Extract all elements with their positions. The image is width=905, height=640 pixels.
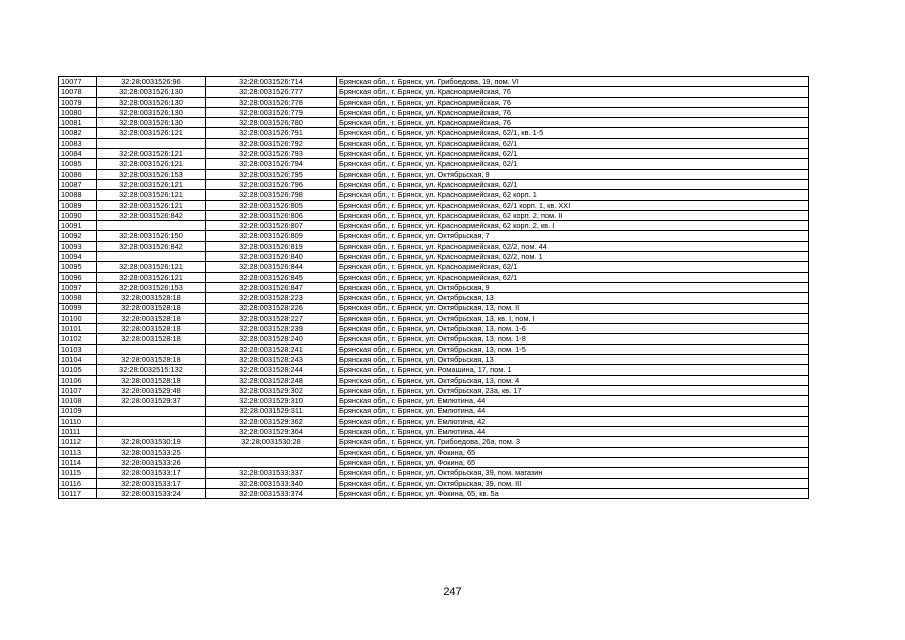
parcel-number-cell: 32:28:0031528:18 <box>97 313 206 323</box>
row-number-cell: 10107 <box>59 385 97 395</box>
table-row <box>59 231 809 241</box>
parcel-number-cell: 32:28:0031528:18 <box>97 355 206 365</box>
address-cell: Брянская обл., г. Брянск, ул. Грибоедова, 19, пом. VI <box>337 77 809 87</box>
address-cell: Брянская обл., г. Брянск, ул. Красноармейская, 62/1 <box>337 159 809 169</box>
table-row <box>59 200 809 210</box>
row-number-cell: 10102 <box>59 334 97 344</box>
object-number-cell: 32:28:0031526:795 <box>206 169 337 179</box>
object-number-cell: 32:28:0031528:248 <box>206 375 337 385</box>
address-cell: Брянская обл., г. Брянск, ул. Фокина, 65 <box>337 457 809 467</box>
address-cell: Брянская обл., г. Брянск, ул. Фокина, 65, кв. 5а <box>337 488 809 498</box>
row-number-cell: 10111 <box>59 427 97 437</box>
object-number-cell: 32:28:0031526:798 <box>206 190 337 200</box>
row-number-cell: 10105 <box>59 365 97 375</box>
table-row <box>59 303 809 313</box>
row-number-cell: 10084 <box>59 149 97 159</box>
object-number-cell: 32:28:0031526:796 <box>206 179 337 189</box>
address-cell: Брянская обл., г. Брянск, ул. Красноармейская, 62/1 <box>337 262 809 272</box>
table-row <box>59 241 809 251</box>
address-cell: Брянская обл., г. Брянск, ул. Октябрьская, 9 <box>337 169 809 179</box>
parcel-number-cell <box>97 252 206 262</box>
parcel-number-cell: 32:28:0031528:18 <box>97 324 206 334</box>
table-row <box>59 313 809 323</box>
row-number-cell: 10114 <box>59 457 97 467</box>
parcel-number-cell: 32:28:0031526:121 <box>97 200 206 210</box>
parcel-number-cell: 32:28:0031528:18 <box>97 334 206 344</box>
table-row <box>59 149 809 159</box>
parcel-number-cell: 32:28:0031526:121 <box>97 179 206 189</box>
parcel-number-cell: 32:28:0031526:96 <box>97 77 206 87</box>
row-number-cell: 10093 <box>59 241 97 251</box>
object-number-cell: 32:28:0031528:241 <box>206 344 337 354</box>
row-number-cell: 10098 <box>59 293 97 303</box>
parcel-number-cell: 32:28:0031526:121 <box>97 149 206 159</box>
table-row <box>59 488 809 498</box>
address-cell: Брянская обл., г. Брянск, ул. Емлютина, 44 <box>337 427 809 437</box>
object-number-cell: 32:28:0031526:778 <box>206 97 337 107</box>
address-cell: Брянская обл., г. Брянск, ул. Емлютина, 44 <box>337 396 809 406</box>
address-cell: Брянская обл., г. Брянск, ул. Красноармейская, 62/2, пом. 44 <box>337 241 809 251</box>
object-number-cell: 32:28:0031526:844 <box>206 262 337 272</box>
object-number-cell: 32:28:0031526:779 <box>206 107 337 117</box>
row-number-cell: 10081 <box>59 118 97 128</box>
table-row <box>59 406 809 416</box>
row-number-cell: 10090 <box>59 210 97 220</box>
table-row <box>59 97 809 107</box>
object-number-cell: 32:28:0031529:364 <box>206 427 337 437</box>
table-row <box>59 252 809 262</box>
table-row <box>59 416 809 426</box>
address-cell: Брянская обл., г. Брянск, ул. Красноармейская, 76 <box>337 107 809 117</box>
table-row <box>59 324 809 334</box>
address-cell: Брянская обл., г. Брянск, ул. Ромашина, 17, пом. 1 <box>337 365 809 375</box>
row-number-cell: 10110 <box>59 416 97 426</box>
row-number-cell: 10079 <box>59 97 97 107</box>
table-row <box>59 334 809 344</box>
table-row <box>59 221 809 231</box>
row-number-cell: 10103 <box>59 344 97 354</box>
parcel-number-cell: 32:28:0031528:18 <box>97 375 206 385</box>
table-row <box>59 468 809 478</box>
object-number-cell: 32:28:0031526:780 <box>206 118 337 128</box>
row-number-cell: 10100 <box>59 313 97 323</box>
address-cell: Брянская обл., г. Брянск, ул. Красноармейская, 62/1, кв. 1-5 <box>337 128 809 138</box>
object-number-cell: 32:28:0031530:28 <box>206 437 337 447</box>
row-number-cell: 10088 <box>59 190 97 200</box>
object-number-cell: 32:28:0031528:240 <box>206 334 337 344</box>
object-number-cell: 32:28:0031526:714 <box>206 77 337 87</box>
row-number-cell: 10080 <box>59 107 97 117</box>
row-number-cell: 10091 <box>59 221 97 231</box>
parcel-number-cell: 32:28:0031533:17 <box>97 468 206 478</box>
row-number-cell: 10094 <box>59 252 97 262</box>
parcel-number-cell: 32:28:0031533:25 <box>97 447 206 457</box>
object-number-cell: 32:28:0031528:243 <box>206 355 337 365</box>
row-number-cell: 10082 <box>59 128 97 138</box>
address-cell: Брянская обл., г. Брянск, ул. Октябрьская, 13, пом. 1-6 <box>337 324 809 334</box>
object-number-cell: 32:28:0031533:340 <box>206 478 337 488</box>
object-number-cell: 32:28:0031526:809 <box>206 231 337 241</box>
parcel-number-cell: 32:28:0031526:153 <box>97 282 206 292</box>
object-number-cell: 32:28:0031526:791 <box>206 128 337 138</box>
table-row <box>59 138 809 148</box>
row-number-cell: 10109 <box>59 406 97 416</box>
address-cell: Брянская обл., г. Брянск, ул. Красноармейская, 76 <box>337 97 809 107</box>
row-number-cell: 10087 <box>59 179 97 189</box>
row-number-cell: 10108 <box>59 396 97 406</box>
address-cell: Брянская обл., г. Брянск, ул. Октябрьская, 13 <box>337 293 809 303</box>
parcel-number-cell: 32:28:0031526:121 <box>97 272 206 282</box>
object-number-cell: 32:28:0031529:302 <box>206 385 337 395</box>
address-cell: Брянская обл., г. Брянск, ул. Октябрьская, 13, пом. II <box>337 303 809 313</box>
row-number-cell: 10089 <box>59 200 97 210</box>
address-cell: Брянская обл., г. Брянск, ул. Красноармейская, 62/2, пом. 1 <box>337 252 809 262</box>
parcel-number-cell: 32:28:0031526:121 <box>97 128 206 138</box>
object-number-cell: 32:28:0031526:840 <box>206 252 337 262</box>
row-number-cell: 10078 <box>59 87 97 97</box>
object-number-cell: 32:28:0031529:311 <box>206 406 337 416</box>
address-cell: Брянская обл., г. Брянск, ул. Красноармейская, 62/1 <box>337 138 809 148</box>
table-row <box>59 107 809 117</box>
object-number-cell: 32:28:0031526:794 <box>206 159 337 169</box>
row-number-cell: 10113 <box>59 447 97 457</box>
address-cell: Брянская обл., г. Брянск, ул. Октябрьская, 13, пом. 1-8 <box>337 334 809 344</box>
row-number-cell: 10115 <box>59 468 97 478</box>
parcel-number-cell: 32:28:0031526:842 <box>97 241 206 251</box>
object-number-cell: 32:28:0031526:845 <box>206 272 337 282</box>
address-cell: Брянская обл., г. Брянск, ул. Октябрьская, 23а, кв. 17 <box>337 385 809 395</box>
object-number-cell: 32:28:0031533:337 <box>206 468 337 478</box>
address-cell: Брянская обл., г. Брянск, ул. Красноармейская, 62 корп. 2, пом. II <box>337 210 809 220</box>
parcel-number-cell: 32:28:0031526:130 <box>97 97 206 107</box>
page-number: 247 <box>443 586 462 598</box>
row-number-cell: 10101 <box>59 324 97 334</box>
address-cell: Брянская обл., г. Брянск, ул. Октябрьская, 13, кв. I, пом. I <box>337 313 809 323</box>
object-number-cell: 32:28:0031528:239 <box>206 324 337 334</box>
row-number-cell: 10116 <box>59 478 97 488</box>
row-number-cell: 10077 <box>59 77 97 87</box>
table-row <box>59 282 809 292</box>
parcel-number-cell: 32:28:0031528:18 <box>97 303 206 313</box>
row-number-cell: 10106 <box>59 375 97 385</box>
address-cell: Брянская обл., г. Брянск, ул. Красноармейская, 62/1 <box>337 149 809 159</box>
table-row <box>59 87 809 97</box>
address-cell: Брянская обл., г. Брянск, ул. Емлютина, 42 <box>337 416 809 426</box>
parcel-number-cell <box>97 416 206 426</box>
object-number-cell: 32:28:0031526:777 <box>206 87 337 97</box>
parcel-number-cell: 32:28:0031526:121 <box>97 159 206 169</box>
address-cell: Брянская обл., г. Брянск, ул. Октябрьская, 13 <box>337 355 809 365</box>
parcel-number-cell: 32:28:0031529:37 <box>97 396 206 406</box>
table-row <box>59 385 809 395</box>
row-number-cell: 10086 <box>59 169 97 179</box>
registry-table-body <box>59 77 809 499</box>
parcel-number-cell <box>97 427 206 437</box>
table-row <box>59 190 809 200</box>
parcel-number-cell <box>97 406 206 416</box>
object-number-cell <box>206 447 337 457</box>
object-number-cell: 32:28:0031526:819 <box>206 241 337 251</box>
table-row <box>59 293 809 303</box>
parcel-number-cell <box>97 221 206 231</box>
parcel-number-cell: 32:28:0031526:130 <box>97 87 206 97</box>
row-number-cell: 10092 <box>59 231 97 241</box>
address-cell: Брянская обл., г. Брянск, ул. Октябрьская, 13, пом. 1-5 <box>337 344 809 354</box>
row-number-cell: 10097 <box>59 282 97 292</box>
table-row <box>59 427 809 437</box>
row-number-cell: 10104 <box>59 355 97 365</box>
address-cell: Брянская обл., г. Брянск, ул. Красноармейская, 62/1 <box>337 179 809 189</box>
row-number-cell: 10085 <box>59 159 97 169</box>
object-number-cell: 32:28:0031526:806 <box>206 210 337 220</box>
parcel-number-cell: 32:28:0031529:48 <box>97 385 206 395</box>
table-row <box>59 159 809 169</box>
address-cell: Брянская обл., г. Брянск, ул. Красноармейская, 76 <box>337 118 809 128</box>
object-number-cell: 32:28:0031533:374 <box>206 488 337 498</box>
parcel-number-cell: 32:28:0031526:130 <box>97 118 206 128</box>
address-cell: Брянская обл., г. Брянск, ул. Октябрьская, 9 <box>337 282 809 292</box>
parcel-number-cell: 32:28:0031533:26 <box>97 457 206 467</box>
address-cell: Брянская обл., г. Брянск, ул. Октябрьская, 39, пом. магазин <box>337 468 809 478</box>
address-cell: Брянская обл., г. Брянск, ул. Октябрьская, 39, пом. III <box>337 478 809 488</box>
parcel-number-cell: 32:28:0031530:19 <box>97 437 206 447</box>
parcel-number-cell <box>97 344 206 354</box>
row-number-cell: 10083 <box>59 138 97 148</box>
table-row <box>59 210 809 220</box>
table-row <box>59 437 809 447</box>
table-row <box>59 77 809 87</box>
parcel-number-cell: 32:28:0031526:121 <box>97 190 206 200</box>
address-cell: Брянская обл., г. Брянск, ул. Фокина, 65 <box>337 447 809 457</box>
table-row <box>59 179 809 189</box>
parcel-number-cell: 32:28:0031533:24 <box>97 488 206 498</box>
table-row <box>59 447 809 457</box>
parcel-number-cell: 32:28:0031533:17 <box>97 478 206 488</box>
row-number-cell: 10112 <box>59 437 97 447</box>
table-row <box>59 457 809 467</box>
row-number-cell: 10117 <box>59 488 97 498</box>
parcel-number-cell: 32:28:0031526:153 <box>97 169 206 179</box>
row-number-cell: 10099 <box>59 303 97 313</box>
address-cell: Брянская обл., г. Брянск, ул. Красноармейская, 62 корп. 1 <box>337 190 809 200</box>
table-row <box>59 262 809 272</box>
parcel-number-cell: 32:28:0031528:18 <box>97 293 206 303</box>
parcel-number-cell: 32:28:0032515:132 <box>97 365 206 375</box>
table-row <box>59 396 809 406</box>
object-number-cell: 32:28:0031528:223 <box>206 293 337 303</box>
table-row <box>59 169 809 179</box>
address-cell: Брянская обл., г. Брянск, ул. Грибоедова, 26а, пом. 3 <box>337 437 809 447</box>
table-row <box>59 365 809 375</box>
object-number-cell: 32:28:0031529:362 <box>206 416 337 426</box>
address-cell: Брянская обл., г. Брянск, ул. Емлютина, 44 <box>337 406 809 416</box>
table-row <box>59 272 809 282</box>
address-cell: Брянская обл., г. Брянск, ул. Красноармейская, 62/1 корп. 1, кв. XXI <box>337 200 809 210</box>
table-row <box>59 478 809 488</box>
object-number-cell: 32:28:0031528:227 <box>206 313 337 323</box>
table-row <box>59 375 809 385</box>
address-cell: Брянская обл., г. Брянск, ул. Октябрьская, 7 <box>337 231 809 241</box>
table-row <box>59 355 809 365</box>
table-row <box>59 128 809 138</box>
object-number-cell: 32:28:0031526:807 <box>206 221 337 231</box>
table-row <box>59 118 809 128</box>
object-number-cell: 32:28:0031526:793 <box>206 149 337 159</box>
row-number-cell: 10095 <box>59 262 97 272</box>
object-number-cell: 32:28:0031526:805 <box>206 200 337 210</box>
address-cell: Брянская обл., г. Брянск, ул. Октябрьская, 13, пом. 4 <box>337 375 809 385</box>
address-cell: Брянская обл., г. Брянск, ул. Красноармейская, 62 корп. 2, кв. I <box>337 221 809 231</box>
parcel-number-cell: 32:28:0031526:842 <box>97 210 206 220</box>
object-number-cell <box>206 457 337 467</box>
parcel-number-cell: 32:28:0031526:150 <box>97 231 206 241</box>
parcel-number-cell <box>97 138 206 148</box>
address-cell: Брянская обл., г. Брянск, ул. Красноармейская, 62/1 <box>337 272 809 282</box>
object-number-cell: 32:28:0031529:310 <box>206 396 337 406</box>
parcel-number-cell: 32:28:0031526:130 <box>97 107 206 117</box>
row-number-cell: 10096 <box>59 272 97 282</box>
object-number-cell: 32:28:0031526:847 <box>206 282 337 292</box>
table-row <box>59 344 809 354</box>
object-number-cell: 32:28:0031526:792 <box>206 138 337 148</box>
parcel-number-cell: 32:28:0031526:121 <box>97 262 206 272</box>
registry-table <box>58 76 809 499</box>
object-number-cell: 32:28:0031528:226 <box>206 303 337 313</box>
object-number-cell: 32:28:0031528:244 <box>206 365 337 375</box>
address-cell: Брянская обл., г. Брянск, ул. Красноармейская, 76 <box>337 87 809 97</box>
